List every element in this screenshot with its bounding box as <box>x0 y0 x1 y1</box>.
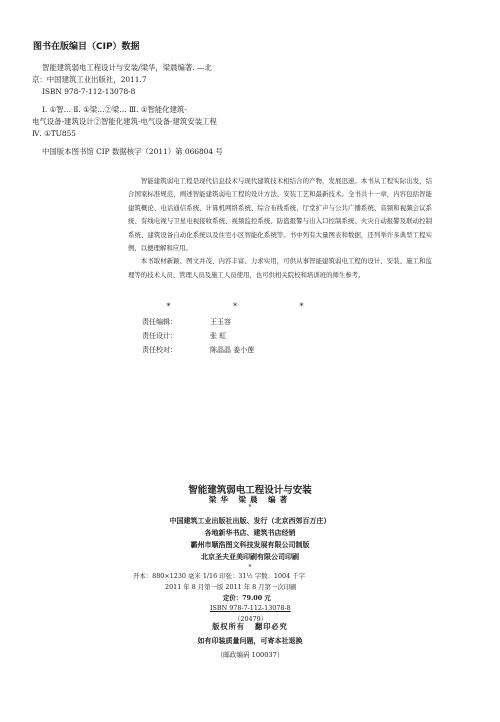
spec-isbn: ISBN 978-7-112-13078-8 <box>210 604 291 612</box>
spec-edition: 2011 年 8 月第一版 2011 年 8 月第一次印刷 <box>165 583 297 591</box>
abstract-paragraph-2: 本书取材新颖、图文并茂、内容丰富、力求实用，可供从事智能建筑弱电工程的设计、安装、施工和监理等的技术人员、管理人员及施工人员使用，也可供相关院校和培训班的师生参考。 <box>128 257 432 279</box>
credit-proofreader-label: 责任校对： <box>142 346 177 354</box>
cip-heading: 图书在版编目（CIP）数据 <box>33 42 140 52</box>
publisher-line-4: 北京圣夫亚美印刷有限公司印刷 <box>201 552 299 561</box>
credit-proofreader <box>142 344 254 356</box>
spec-code: （20479） <box>234 615 268 623</box>
cip-line-1: 智能建筑弱电工程设计与安装/梁华，梁晨编著. —北 <box>42 63 212 72</box>
cip-classification-1: Ⅰ. ①智… Ⅱ. ①梁…②梁… Ⅲ. ①智能化建筑- <box>42 105 187 114</box>
credit-editor-value: 王玉容 <box>210 318 231 326</box>
cip-line-2: 京：中国建筑工业出版社，2011.7 <box>32 75 147 84</box>
cip-verification-number: 中国版本图书馆 CIP 数据核字（2011）第 066804 号 <box>42 147 223 156</box>
rights-no-copy: 翻印必究 <box>255 622 288 631</box>
book-title: 智能建筑弱电工程设计与安装 <box>188 485 312 496</box>
cip-classification-3: Ⅳ. ①TU855 <box>32 129 76 138</box>
abstract-paragraph-1: 智能建筑弱电工程是现代信息技术与现代建筑技术相结合的产物，发展迅速。本书从工程实际出发，结合国家标准规范，阐述智能建筑弱电工程的设计方法、安装工艺和最新技术。全书共十一章，内容包括智能建筑概论、电话通信系统、计算机网络系统、综合布线系统、厅堂扩声与公共广播系统、音频和视频会议系统、有线电视与卫星电视接收系统、视频监控系统、防盗报警与出入口控制系统、火灾自动报警及联动控制系统、建筑设备自动化系统以及住宅小区智能化系统等。书中列有大量图表和数据，还列举许多典型工程实例，以便理解和应用。 <box>128 177 432 253</box>
return-note: 如有印装质量问题，可寄本社退换 <box>197 636 303 645</box>
publisher-separator: * <box>248 564 252 571</box>
credit-designer <box>142 330 226 342</box>
publisher-line-1: 中国建筑工业出版社出版、发行（北京西郊百万庄） <box>169 516 331 525</box>
rights-line <box>0 622 500 632</box>
credit-proofreader-value: 陈晶晶 姜小莲 <box>210 346 255 354</box>
title-separator: * <box>248 504 252 511</box>
abstract <box>128 175 432 282</box>
book-authors: 梁华 梁晨 编著 <box>208 495 292 504</box>
publisher-line-3: 霸州市顺浩图文科技发展有限公司制版 <box>190 540 310 549</box>
spec-price: 定价：79.00 元 <box>223 594 271 602</box>
rights-all-reserved: 版权所有 <box>212 622 245 631</box>
cip-isbn: ISBN 978-7-112-13078-8 <box>42 87 136 96</box>
credit-editor-label: 责任编辑： <box>142 318 177 326</box>
credit-designer-value: 张 虹 <box>210 332 227 340</box>
cip-classification-2: 电气设备-建筑设计②智能化建筑-电气设备-建筑安装工程 <box>32 117 217 126</box>
spec-format: 开本：880×1230 毫米 1/16 印张：31½ 字数：1004 千字 <box>133 572 305 580</box>
credit-designer-label: 责任设计： <box>142 332 177 340</box>
separator-stars: * * * <box>166 302 334 311</box>
postcode: （邮政编码 100037） <box>216 651 284 659</box>
publisher-line-2: 各地新华书店、建筑书店经销 <box>204 528 296 537</box>
credit-editor <box>142 316 231 328</box>
